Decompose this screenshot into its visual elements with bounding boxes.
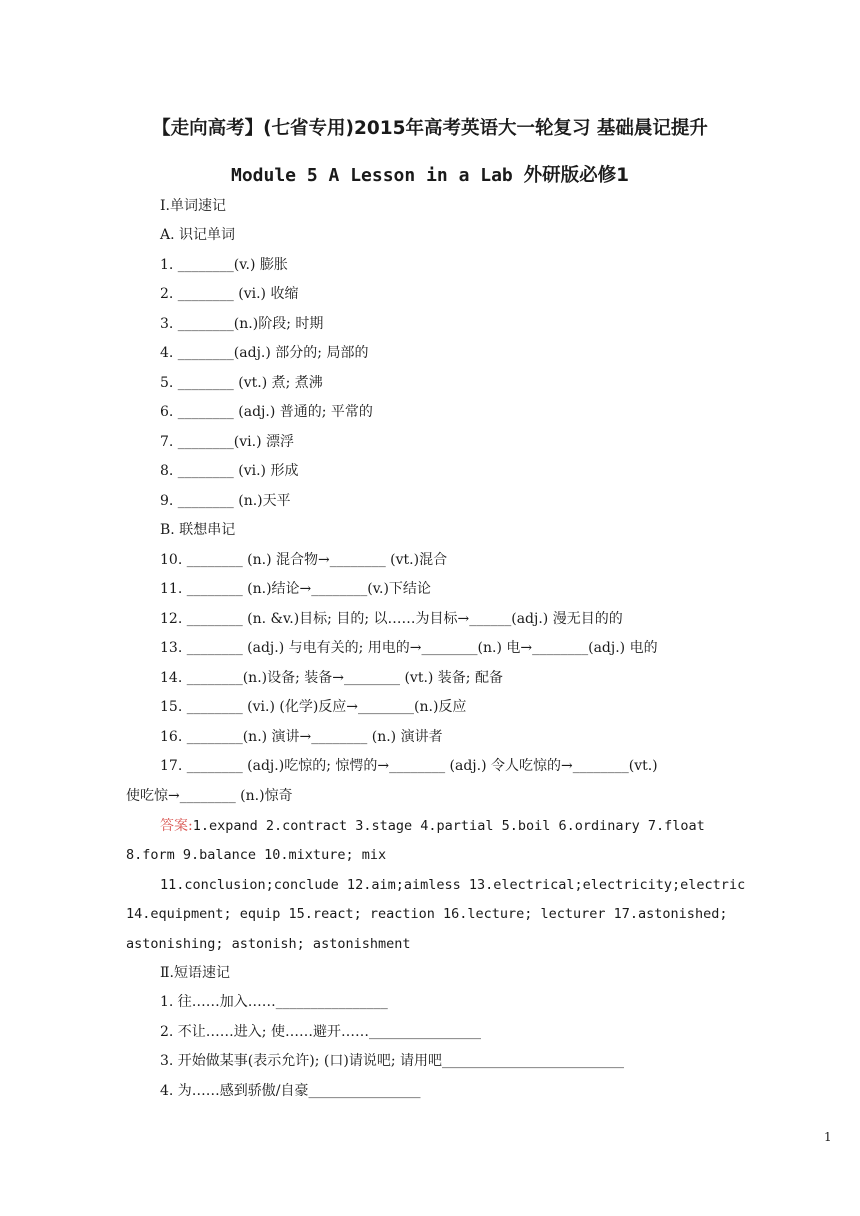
word-item: 1. ________(v.) 膨胀 xyxy=(160,257,288,273)
section-heading-words: Ⅰ.单词速记 xyxy=(160,198,226,214)
answer-text: 1.expand 2.contract 3.stage 4.partial 5.boil 6.ordinary 7.float xyxy=(192,818,705,834)
word-item: 4. ________(adj.) 部分的; 局部的 xyxy=(160,345,369,361)
section-heading-phrases: Ⅱ.短语速记 xyxy=(160,965,230,981)
title-english: Module 5 A Lesson in a Lab xyxy=(231,165,524,186)
word-item: 15. ________ (vi.) (化学)反应→________(n.)反应 xyxy=(160,699,467,715)
answer-line: 14.equipment; equip 15.react; reaction 16.lecture; lecturer 17.astonished; xyxy=(126,906,728,922)
answer-line: 8.form 9.balance 10.mixture; mix xyxy=(126,847,387,863)
word-item: 11. ________ (n.)结论→________(v.)下结论 xyxy=(160,581,431,597)
subsection-b: B. 联想串记 xyxy=(160,522,236,538)
word-item: 14. ________(n.)设备; 装备→________ (vt.) 装备; 配备 xyxy=(160,670,503,686)
word-item: 3. ________(n.)阶段; 时期 xyxy=(160,316,324,332)
answer-label: 答案: xyxy=(160,818,193,834)
answer-line: 11.conclusion;conclude 12.aim;aimless 13.electrical;electricity;electric xyxy=(160,877,746,893)
word-item: 16. ________(n.) 演讲→________ (n.) 演讲者 xyxy=(160,729,443,745)
title-chinese: 外研版必修1 xyxy=(523,165,629,186)
document-title-line1: 【走向高考】(七省专用)2015年高考英语大一轮复习 基础晨记提升 xyxy=(152,118,708,139)
word-item: 7. ________(vi.) 漂浮 xyxy=(160,434,295,450)
word-item: 13. ________ (adj.) 与电有关的; 用电的→________(n.) 电→________(adj.) 电的 xyxy=(160,640,658,656)
word-item: 6. ________ (adj.) 普通的; 平常的 xyxy=(160,404,373,420)
page-number: 1 xyxy=(824,1130,832,1144)
word-item: 10. ________ (n.) 混合物→________ (vt.)混合 xyxy=(160,552,448,568)
phrase-item: 1. 往……加入……________________ xyxy=(160,994,388,1010)
word-item: 12. ________ (n. &v.)目标; 目的; 以……为目标→______(adj.) 漫无目的的 xyxy=(160,611,623,627)
answer-line: astonishing; astonish; astonishment xyxy=(126,936,411,952)
word-item: 2. ________ (vi.) 收缩 xyxy=(160,286,299,302)
subsection-a: A. 识记单词 xyxy=(160,227,236,243)
word-item: 5. ________ (vt.) 煮; 煮沸 xyxy=(160,375,323,391)
phrase-item: 2. 不让……进入; 使……避开……________________ xyxy=(160,1024,481,1040)
document-title-line2 xyxy=(0,161,860,187)
answer-line xyxy=(160,817,705,835)
word-item: 17. ________ (adj.)吃惊的; 惊愕的→________ (adj.) 令人吃惊的→________(vt.) xyxy=(160,758,658,774)
word-item: 9. ________ (n.)天平 xyxy=(160,493,291,509)
phrase-item: 3. 开始做某事(表示允许); (口)请说吧; 请用吧__________________________ xyxy=(160,1053,624,1069)
word-item: 8. ________ (vi.) 形成 xyxy=(160,463,299,479)
phrase-item: 4. 为……感到骄傲/自豪________________ xyxy=(160,1083,421,1099)
word-item-continued: 使吃惊→________ (n.)惊奇 xyxy=(126,788,293,804)
